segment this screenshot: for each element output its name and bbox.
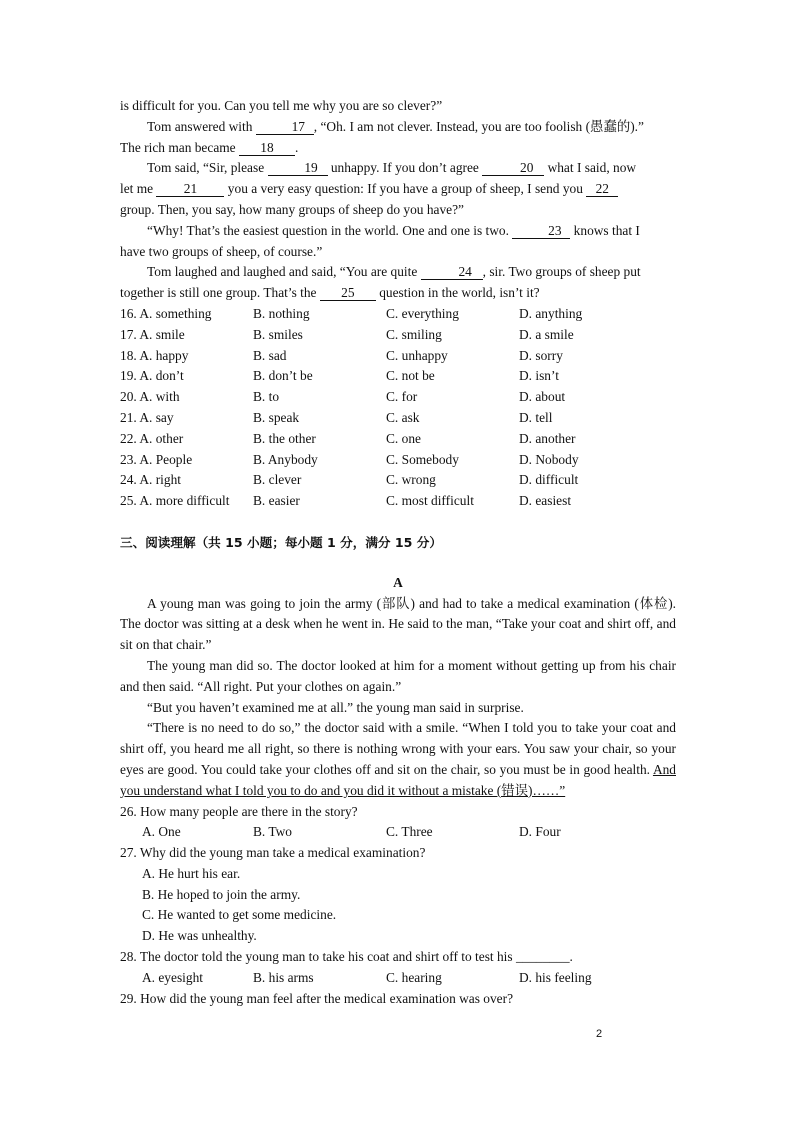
question-27-option: B. He hoped to join the army. (142, 886, 301, 902)
blank-18: 18 (239, 140, 295, 156)
story-line: Tom answered with 17 , “Oh. I am not clever. Instead, you are too foolish (愚蠢的).” (147, 118, 644, 134)
story-line: group. Then, you say, how many groups of sheep do you have?” (120, 201, 464, 217)
question-28-options: A. eyesight B. his arms C. hearing D. his feeling (142, 969, 592, 985)
question-27-option: C. He wanted to get some medicine. (142, 907, 337, 923)
option-row: 21. A. say B. speak C. ask D. tell (120, 409, 553, 425)
option-row: 17. A. smile B. smiles C. smiling D. a smile (120, 326, 574, 342)
story-line: Tom said, “Sir, please 19 unhappy. If you don’t agree 20 what I said, now (147, 160, 637, 176)
exam-page (120, 96, 676, 1009)
story-line: “Why! That’s the easiest question in the world. One and one is two. 23 knows that I (147, 222, 640, 238)
story-line: The rich man became 18 . (120, 139, 299, 155)
story-line: let me 21 you a very easy question: If you have a group of sheep, I send you 22 (120, 179, 676, 200)
blank-25: 25 (320, 285, 376, 301)
question-26: 26. How many people are there in the story? (120, 803, 358, 819)
page-number: 2 (596, 1028, 603, 1040)
question-27-option: A. He hurt his ear. (142, 865, 241, 881)
section-heading: 三、阅读理解（共 15 小题；每小题 1 分，满分 15 分） (120, 534, 442, 550)
passage-paragraph: “But you haven’t examined me at all.” the young man said in surprise. (147, 699, 524, 715)
question-26-options: A. One B. Two C. Three D. Four (142, 824, 561, 840)
question-27: 27. Why did the young man take a medical examination? (120, 845, 426, 861)
option-row: 19. A. don’t B. don’t be C. not be D. isn’t (120, 368, 559, 384)
option-row: 25. A. more difficult B. easier C. most difficult D. easiest (120, 493, 572, 509)
blank-21: 21 (156, 181, 224, 197)
blank-23: 23 (512, 223, 570, 239)
option-row: 18. A. happy B. sad C. unhappy D. sorry (120, 347, 563, 363)
question-29: 29. How did the young man feel after the medical examination was over? (120, 990, 514, 1006)
story-line: have two groups of sheep, of course.” (120, 243, 323, 259)
passage-paragraph: “There is no need to do so,” the doctor said with a smile. “When I told you to take your coat and shirt off, you heard me all right, so there is nothing wrong with your ears. You saw your chair, so your eyes are good. You could take your clothes off and sit on the chair, so you must be in good health. And you understand what I told you to do and you did it without a mistake (错误)……” (120, 720, 676, 798)
option-row: 22. A. other B. the other C. one D. another (120, 430, 576, 446)
option-row: 16. A. something B. nothing C. everything D. anything (120, 305, 583, 321)
option-row: 23. A. People B. Anybody C. Somebody D. Nobody (120, 451, 579, 467)
story-line: Tom laughed and laughed and said, “You are quite 24 , sir. Two groups of sheep put (147, 264, 641, 280)
blank-20: 20 (482, 160, 544, 176)
underlined-sentence: And you understand what I told you to do and you did it without a mistake (错误)……” (120, 761, 676, 798)
story-line: together is still one group. That’s the 25 question in the world, isn’t it? (120, 285, 540, 301)
option-row: 20. A. with B. to C. for D. about (120, 389, 566, 405)
passage-paragraph: A young man was going to join the army (部队) and had to take a medical examination (体检). The doctor was sitting at a desk when he went in. He said to the man, “Take your coat and shirt off, and sit on that chair.” (120, 595, 676, 653)
blank-24: 24 (421, 264, 483, 280)
story-line: is difficult for you. Can you tell me why you are so clever?” (120, 98, 443, 113)
blank-22: 22 (586, 181, 618, 197)
question-28: 28. The doctor told the young man to take his coat and shirt off to test his ________. (120, 949, 573, 965)
passage-title: A (393, 574, 403, 590)
blank-19: 19 (268, 160, 328, 176)
blank-17: 17 (256, 119, 314, 135)
option-row: 24. A. right B. clever C. wrong D. difficult (120, 472, 579, 488)
question-27-option: D. He was unhealthy. (142, 928, 257, 944)
cloze-options (120, 304, 676, 512)
passage-paragraph: The young man did so. The doctor looked at him for a moment without getting up from his chair and then said. “All right. Put your clothes on again.” (120, 657, 676, 694)
